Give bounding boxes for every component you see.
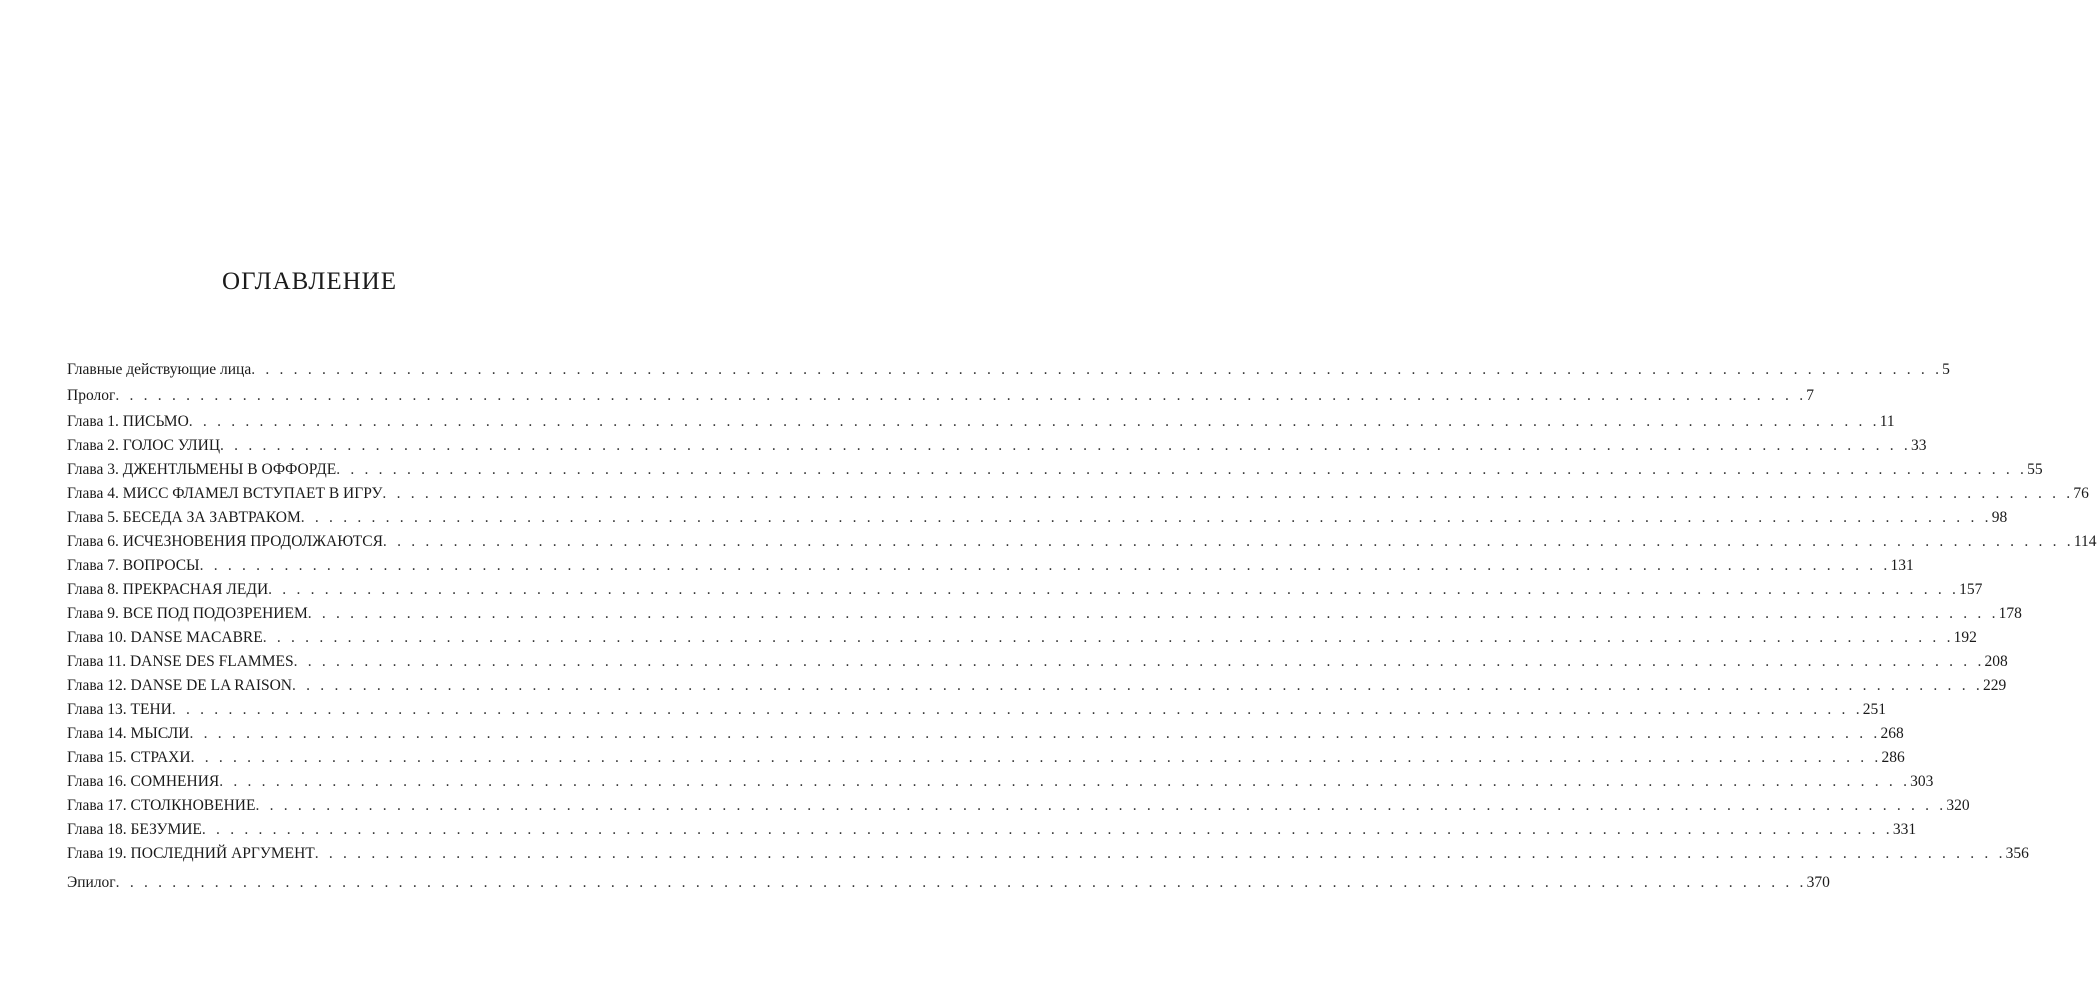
dot-leader: . . . . . . . . . . . . . . . . . . . . . . . . . . . . . . . . . . . . . . . . . . . . . . . . . . . . . . . . . . . . . . . . . . . . . . . . . . . . . . . . . . . . . . . . . . . . . . . . . . . . . . . . . . . . . . . . . . . . . . . . [314,845,2006,862]
toc-entry[interactable] [67,458,2043,482]
toc-entry-label: Глава 15. СТРАХИ [67,749,191,766]
toc-entry-page: 55 [2027,461,2043,478]
toc-entry[interactable] [67,818,1917,842]
dot-leader: . . . . . . . . . . . . . . . . . . . . . . . . . . . . . . . . . . . . . . . . . . . . . . . . . . . . . . . . . . . . . . . . . . . . . . . . . . . . . . . . . . . . . . . . . . . . . . . . . . . . . . . . . . . . . . . . . . . . . . . . [115,387,1807,404]
toc-entry[interactable] [67,698,1887,722]
dot-leader: . . . . . . . . . . . . . . . . . . . . . . . . . . . . . . . . . . . . . . . . . . . . . . . . . . . . . . . . . . . . . . . . . . . . . . . . . . . . . . . . . . . . . . . . . . . . . . . . . . . . . . . . . . . . . . . . . . . . . . . . [220,437,1911,454]
toc-entry[interactable] [67,650,2008,674]
toc-entry-page: 157 [1959,581,1983,598]
toc-entry-label: Эпилог [67,874,116,891]
toc-entry-page: 76 [2073,485,2089,502]
toc-entry-page: 131 [1890,557,1914,574]
toc-entry[interactable] [67,770,1934,794]
toc-entry-label: Глава 11. DANSE DES FLAMMES [67,653,294,670]
dot-leader: . . . . . . . . . . . . . . . . . . . . . . . . . . . . . . . . . . . . . . . . . . . . . . . . . . . . . . . . . . . . . . . . . . . . . . . . . . . . . . . . . . . . . . . . . . . . . . . . . . . . . . . . . . . . . . . . . . . . . . . . [382,533,2074,550]
toc-entry-label: Глава 1. ПИСЬМО [67,413,189,430]
toc-entry-label: Глава 3. ДЖЕНТЛЬМЕНЫ В ОФФОРДЕ [67,461,337,478]
toc-entry-label: Глава 19. ПОСЛЕДНИЙ АРГУМЕНТ [67,845,315,862]
dot-leader: . . . . . . . . . . . . . . . . . . . . . . . . . . . . . . . . . . . . . . . . . . . . . . . . . . . . . . . . . . . . . . . . . . . . . . . . . . . . . . . . . . . . . . . . . . . . . . . . . . . . . . . . . . . . . . . . . . . . . . . . [255,797,1947,814]
toc-entry-page: 98 [1991,509,2008,526]
dot-leader: . . . . . . . . . . . . . . . . . . . . . . . . . . . . . . . . . . . . . . . . . . . . . . . . . . . . . . . . . . . . . . . . . . . . . . . . . . . . . . . . . . . . . . . . . . . . . . . . . . . . . . . . . . . . . . . . . . . . . . . . [293,653,1985,670]
dot-leader: . . . . . . . . . . . . . . . . . . . . . . . . . . . . . . . . . . . . . . . . . . . . . . . . . . . . . . . . . . . . . . . . . . . . . . . . . . . . . . . . . . . . . . . . . . . . . . . . . . . . . . . . . . . . . . . . . . . . . . . . [268,581,1960,598]
dot-leader: . . . . . . . . . . . . . . . . . . . . . . . . . . . . . . . . . . . . . . . . . . . . . . . . . . . . . . . . . . . . . . . . . . . . . . . . . . . . . . . . . . . . . . . . . . . . . . . . . . . . . . . . . . . . . . . . . . . . . . . . [262,629,1954,646]
page-title: ОГЛАВЛЕНИЕ [222,268,397,295]
toc-entry-label: Глава 10. DANSE MACABRE [67,629,263,646]
toc-entry-page: 178 [1998,605,2022,622]
toc-entry-page: 208 [1984,653,2008,670]
dot-leader: . . . . . . . . . . . . . . . . . . . . . . . . . . . . . . . . . . . . . . . . . . . . . . . . . . . . . . . . . . . . . . . . . . . . . . . . . . . . . . . . . . . . . . . . . . . . . . . . . . . . . . . . . . . . . . . . . . . . . . . . [300,509,1992,526]
dot-leader: . . . . . . . . . . . . . . . . . . . . . . . . . . . . . . . . . . . . . . . . . . . . . . . . . . . . . . . . . . . . . . . . . . . . . . . . . . . . . . . . . . . . . . . . . . . . . . . . . . . . . . . . . . . . . . . . . . . . . . . . [201,821,1893,838]
toc-entry-page: 303 [1910,773,1934,790]
toc-entry[interactable] [67,506,2008,530]
toc-entry[interactable] [67,602,2022,626]
toc-entry-page: 192 [1953,629,1977,646]
dot-leader: . . . . . . . . . . . . . . . . . . . . . . . . . . . . . . . . . . . . . . . . . . . . . . . . . . . . . . . . . . . . . . . . . . . . . . . . . . . . . . . . . . . . . . . . . . . . . . . . . . . . . . . . . . . . . . . . . . . . . . . . [115,874,1807,891]
toc-entry-page: 251 [1862,701,1887,718]
toc-entry[interactable] [67,578,1983,602]
toc-entry[interactable] [67,842,2029,866]
toc-entry[interactable] [67,482,2089,506]
dot-leader: . . . . . . . . . . . . . . . . . . . . . . . . . . . . . . . . . . . . . . . . . . . . . . . . . . . . . . . . . . . . . . . . . . . . . . . . . . . . . . . . . . . . . . . . . . . . . . . . . . . . . . . . . . . . . . . . . . . . . . . . [189,725,1881,742]
toc-entry-label: Глава 14. МЫСЛИ [67,725,190,742]
toc-entry[interactable] [67,794,1970,818]
toc-entry-page: 331 [1892,821,1917,838]
toc-entry[interactable] [67,626,1977,650]
dot-leader: . . . . . . . . . . . . . . . . . . . . . . . . . . . . . . . . . . . . . . . . . . . . . . . . . . . . . . . . . . . . . . . . . . . . . . . . . . . . . . . . . . . . . . . . . . . . . . . . . . . . . . . . . . . . . . . . . . . . . . . . [199,557,1891,574]
dot-leader: . . . . . . . . . . . . . . . . . . . . . . . . . . . . . . . . . . . . . . . . . . . . . . . . . . . . . . . . . . . . . . . . . . . . . . . . . . . . . . . . . . . . . . . . . . . . . . . . . . . . . . . . . . . . . . . . . . . . . . . . [336,461,2028,478]
toc-entry[interactable] [67,674,2007,698]
toc-entry[interactable] [67,746,1905,770]
dot-leader: . . . . . . . . . . . . . . . . . . . . . . . . . . . . . . . . . . . . . . . . . . . . . . . . . . . . . . . . . . . . . . . . . . . . . . . . . . . . . . . . . . . . . . . . . . . . . . . . . . . . . . . . . . . . . . . . . . . . . . . . [219,773,1911,790]
toc-entry-label: Глава 18. БЕЗУМИЕ [67,821,202,838]
toc-entry-label: Глава 16. СОМНЕНИЯ [67,773,220,790]
toc-entry-label: Глава 13. ТЕНИ [67,701,172,718]
toc-entry-page: 320 [1946,797,1970,814]
toc-entry-label: Глава 7. ВОПРОСЫ [67,557,200,574]
toc-entry-page: 356 [2005,845,2029,862]
toc-entry[interactable] [67,722,1904,746]
toc-entry-page: 11 [1879,413,1895,430]
dot-leader: . . . . . . . . . . . . . . . . . . . . . . . . . . . . . . . . . . . . . . . . . . . . . . . . . . . . . . . . . . . . . . . . . . . . . . . . . . . . . . . . . . . . . . . . . . . . . . . . . . . . . . . . . . . . . . . . . . . . . . . . [307,605,1999,622]
toc-entry-page: 7 [1806,387,1815,404]
table-of-contents [67,358,2097,895]
toc-entry-page: 33 [1910,437,1927,454]
toc-entry-page: 5 [1942,361,1950,378]
toc-entry-label: Пролог [67,387,116,404]
toc-entry-label: Глава 6. ИСЧЕЗНОВЕНИЯ ПРОДОЛЖАЮТСЯ [67,533,383,550]
toc-entry-label: Глава 12. DANSE DE LA RAISON [67,677,292,694]
toc-entry-label: Глава 17. СТОЛКНОВЕНИЕ [67,797,256,814]
toc-entry[interactable] [67,554,1914,578]
toc-entry[interactable] [67,384,1815,408]
toc-entry-page: 268 [1880,725,1904,742]
toc-entry-page: 229 [1982,677,2007,694]
toc-entry[interactable] [67,871,1830,895]
toc-entry-page: 286 [1881,749,1905,766]
toc-entry[interactable] [67,434,1927,458]
dot-leader: . . . . . . . . . . . . . . . . . . . . . . . . . . . . . . . . . . . . . . . . . . . . . . . . . . . . . . . . . . . . . . . . . . . . . . . . . . . . . . . . . . . . . . . . . . . . . . . . . . . . . . . . . . . . . . . . . . . . . . . . [171,701,1863,718]
toc-entry[interactable] [67,358,1950,382]
toc-entry-page: 370 [1806,874,1830,891]
dot-leader: . . . . . . . . . . . . . . . . . . . . . . . . . . . . . . . . . . . . . . . . . . . . . . . . . . . . . . . . . . . . . . . . . . . . . . . . . . . . . . . . . . . . . . . . . . . . . . . . . . . . . . . . . . . . . . . . . . . . . . . . [188,413,1880,430]
toc-entry-label: Глава 9. ВСЕ ПОД ПОДОЗРЕНИЕМ [67,605,308,622]
dot-leader: . . . . . . . . . . . . . . . . . . . . . . . . . . . . . . . . . . . . . . . . . . . . . . . . . . . . . . . . . . . . . . . . . . . . . . . . . . . . . . . . . . . . . . . . . . . . . . . . . . . . . . . . . . . . . . . . . . . . . . . . [382,485,2074,502]
toc-entry-label: Глава 2. ГОЛОС УЛИЦ [67,437,221,454]
toc-entry-label: Главные действующие лица [67,361,252,378]
toc-entry[interactable] [67,530,2097,554]
toc-entry-label: Глава 8. ПРЕКРАСНАЯ ЛЕДИ [67,581,269,598]
toc-entry-label: Глава 5. БЕСЕДА ЗА ЗАВТРАКОМ [67,509,301,526]
toc-entry-label: Глава 4. МИСС ФЛАМЕЛ ВСТУПАЕТ В ИГРУ [67,485,383,502]
dot-leader: . . . . . . . . . . . . . . . . . . . . . . . . . . . . . . . . . . . . . . . . . . . . . . . . . . . . . . . . . . . . . . . . . . . . . . . . . . . . . . . . . . . . . . . . . . . . . . . . . . . . . . . . . . . . . . . . . . . . . . . . [251,361,1943,378]
dot-leader: . . . . . . . . . . . . . . . . . . . . . . . . . . . . . . . . . . . . . . . . . . . . . . . . . . . . . . . . . . . . . . . . . . . . . . . . . . . . . . . . . . . . . . . . . . . . . . . . . . . . . . . . . . . . . . . . . . . . . . . . [190,749,1882,766]
toc-entry[interactable] [67,410,1895,434]
dot-leader: . . . . . . . . . . . . . . . . . . . . . . . . . . . . . . . . . . . . . . . . . . . . . . . . . . . . . . . . . . . . . . . . . . . . . . . . . . . . . . . . . . . . . . . . . . . . . . . . . . . . . . . . . . . . . . . . . . . . . . . . [292,677,1983,694]
toc-entry-page: 114 [2073,533,2097,550]
